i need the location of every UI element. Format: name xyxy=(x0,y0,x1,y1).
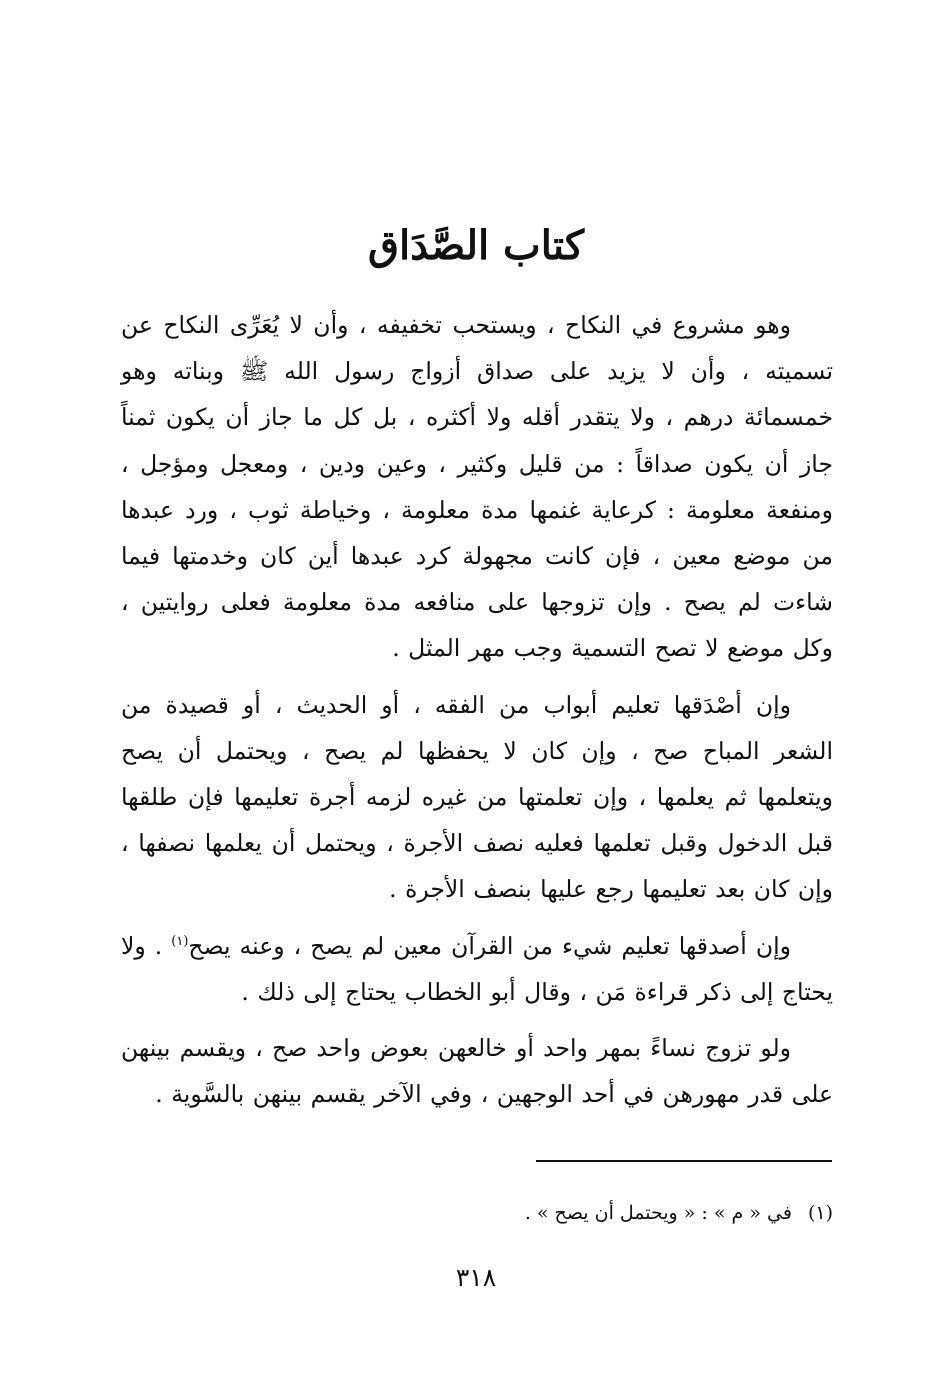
page-number: ٣١٨ xyxy=(455,1263,497,1292)
paragraph-2: وإن أصْدَقها تعليم أبواب من الفقه ، أو الحديث ، أو قصيدة من الشعر المباح صح ، وإن كان لا يحفظها لم يصح ، ويحتمل أن يصح ويتعلمها ثم يعلمها ، وإن تعلمتها من غيره لزمه أجرة تعليمها فإن طلقها قبل الدخول وقبل تعلمها فعليه نصف الأجرة ، ويحتمل أن يعلمها نصفها ، وإن كان بعد تعليمها رجع عليها بنصف الأجرة . xyxy=(121,690,833,904)
footnote xyxy=(121,1196,833,1230)
footnote-reference[interactable]: (١) xyxy=(171,933,189,949)
paragraph-3 xyxy=(121,923,833,1015)
footnote-number: (١) xyxy=(807,1202,833,1224)
footnote-text: في « م » : « ويحتمل أن يصح » . xyxy=(524,1202,792,1224)
chapter-title: كتاب الصَّدَاق xyxy=(367,222,584,269)
main-text xyxy=(121,302,833,1127)
footnote-divider xyxy=(536,1160,832,1162)
paragraph-1: وهو مشروع في النكاح ، ويستحب تخفيفه ، وأن لا يُعَرِّى النكاح عن تسميته ، وأن لا يزيد على صداق أزواج رسول الله ﷺ وبناته وهو خمسمائة درهم ، ولا يتقدر أقله ولا أكثره ، بل كل ما جاز أن يكون ثمناً جاز أن يكون صداقاً : من قليل وكثير ، وعين ودين ، ومعجل ومؤجل ، ومنفعة معلومة : كرعاية غنمها مدة معلومة ، وخياطة ثوب ، ورد عبدها من موضع معين ، فإن كانت مجهولة كرد عبدها أين كان وخدمتها فيما شاءت لم يصح . وإن تزوجها على منافعه مدة معلومة فعلى روايتين ، وكل موضع لا تصح التسمية وجب مهر المثل . xyxy=(121,311,833,663)
paragraph-4: ولو تزوج نساءً بمهر واحد أو خالعهن بعوض واحد صح ، ويقسم بينهن على قدر مهورهن في أحد الوجهين ، وفي الآخر يقسم بينهن بالسَّوية . xyxy=(121,1034,833,1109)
paragraph-3-text-before: وإن أصدقها تعليم شيء من القرآن معين لم يصح ، وعنه يصح xyxy=(188,931,791,960)
paragraph-3-text-after: . ولا يحتاج إلى ذكر قراءة مَن ، وقال أبو الخطاب يحتاج إلى ذلك . xyxy=(121,931,833,1006)
